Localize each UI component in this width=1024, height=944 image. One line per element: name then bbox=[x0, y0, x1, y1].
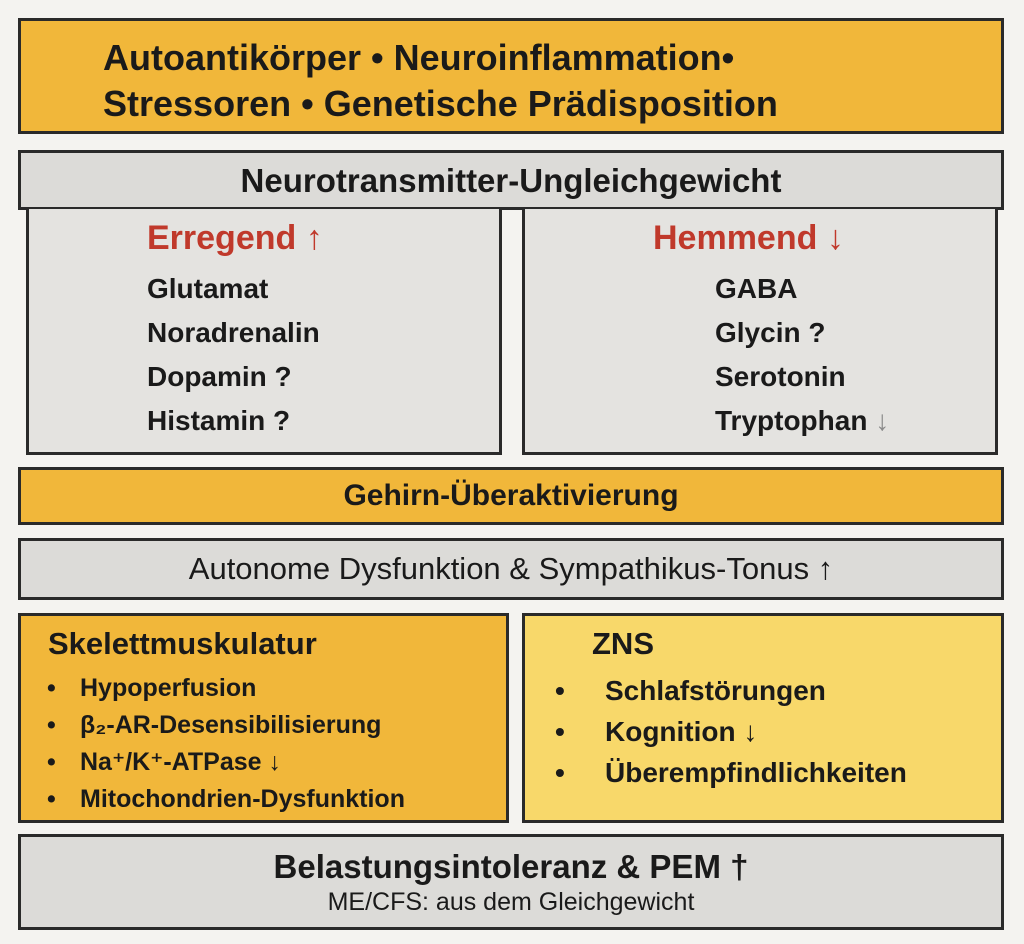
list-item: Histamin ? bbox=[147, 405, 291, 436]
list-item: GABA bbox=[715, 273, 798, 304]
autonomic-dysfunction-label: Autonome Dysfunktion & Sympathikus-Tonus ↑ bbox=[188, 551, 834, 586]
list-item-label: Schlafstörungen bbox=[605, 675, 826, 706]
excitatory-list bbox=[147, 267, 320, 443]
cns-list bbox=[555, 670, 907, 793]
bullet-icon: • bbox=[555, 757, 565, 788]
list-item bbox=[47, 670, 405, 707]
list-item-label: Na⁺/K⁺-ATPase ↓ bbox=[80, 748, 281, 776]
list-item bbox=[47, 781, 405, 818]
list-item-label: Kognition ↓ bbox=[605, 716, 758, 747]
down-arrow-icon: ↓ bbox=[875, 405, 890, 436]
list-item: Serotonin bbox=[715, 361, 846, 392]
skeletal-muscle-list bbox=[47, 670, 405, 818]
outcome-title: Belastungsintoleranz & PEM † bbox=[273, 848, 749, 885]
list-item bbox=[555, 670, 907, 711]
autonomic-dysfunction-box bbox=[18, 538, 1004, 600]
list-item bbox=[47, 707, 405, 744]
outcome-box bbox=[18, 834, 1004, 930]
list-item: Noradrenalin bbox=[147, 317, 320, 348]
causes-line-2: Stressoren • Genetische Prädisposition bbox=[103, 83, 778, 124]
causes-line-1: Autoantikörper • Neuroinflammation• bbox=[103, 37, 735, 78]
inhibitory-title: Hemmend ↓ bbox=[653, 219, 844, 257]
cns-title: ZNS bbox=[592, 626, 654, 661]
excitatory-title: Erregend ↑ bbox=[147, 219, 323, 257]
bullet-icon: • bbox=[47, 711, 56, 739]
bullet-icon: • bbox=[47, 785, 56, 813]
bullet-icon: • bbox=[47, 674, 56, 702]
bullet-icon: • bbox=[47, 748, 56, 776]
neurotransmitter-title: Neurotransmitter-Ungleichgewicht bbox=[240, 162, 782, 199]
list-item bbox=[555, 711, 907, 752]
outcome-subtitle: ME/CFS: aus dem Gleichgewicht bbox=[327, 888, 695, 916]
cns-box bbox=[522, 613, 1004, 823]
bullet-icon: • bbox=[555, 675, 565, 706]
list-item-label: β₂-AR-Desensibilisierung bbox=[80, 711, 382, 739]
causes-box bbox=[18, 18, 1004, 134]
list-item-label: Hypoperfusion bbox=[80, 674, 257, 702]
bullet-icon: • bbox=[555, 716, 565, 747]
list-item: Glutamat bbox=[147, 273, 269, 304]
list-item bbox=[715, 399, 889, 443]
list-item bbox=[47, 744, 405, 781]
skeletal-muscle-title: Skelettmuskulatur bbox=[48, 626, 317, 661]
brain-overactivation-box bbox=[18, 467, 1004, 525]
list-item bbox=[555, 752, 907, 793]
list-item: Glycin ? bbox=[715, 317, 826, 348]
skeletal-muscle-box bbox=[18, 613, 509, 823]
brain-overactivation-label: Gehirn-Überaktivierung bbox=[343, 479, 679, 512]
list-item: Dopamin ? bbox=[147, 361, 292, 392]
tryptophan-label: Tryptophan bbox=[715, 405, 868, 436]
list-item-label: Überempfindlichkeiten bbox=[605, 757, 907, 788]
inhibitory-column bbox=[522, 209, 998, 455]
inhibitory-list bbox=[715, 267, 889, 443]
neurotransmitter-header bbox=[18, 150, 1004, 210]
excitatory-column bbox=[26, 209, 502, 455]
list-item-label: Mitochondrien-Dysfunktion bbox=[80, 785, 405, 813]
